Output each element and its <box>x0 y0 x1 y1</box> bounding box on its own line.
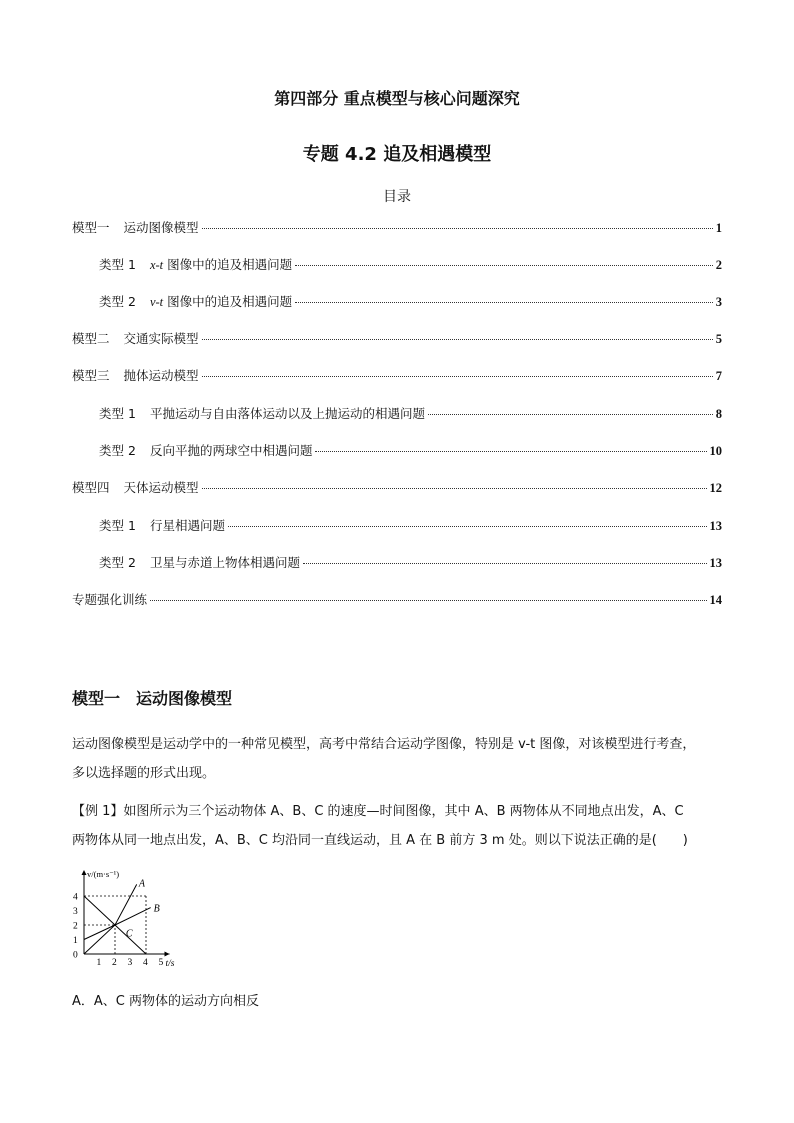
toc-item-title-prefix: x-t <box>149 258 164 272</box>
part-title: 第四部分 重点模型与核心问题深究 <box>274 89 520 108</box>
toc-item-label <box>72 366 199 384</box>
toc-page-number: 2 <box>715 258 722 272</box>
toc-page-number: 5 <box>715 332 722 346</box>
toc-leader-dots <box>303 563 707 564</box>
toc-page-number: 3 <box>715 295 722 309</box>
toc-page-number: 7 <box>715 369 722 383</box>
toc-item-label <box>99 255 292 273</box>
intro-paragraph <box>72 730 722 788</box>
toc-item[interactable] <box>99 255 722 273</box>
toc-item-title: 专题强化训练 <box>72 592 148 607</box>
y-tick-label: 1 <box>73 936 78 946</box>
section-heading <box>72 686 232 709</box>
example-line-1: 【例 1】如图所示为三个运动物体 A、B、C 的速度—时间图像，其中 A、B 两物体从不同地点出发，A、C <box>72 804 684 819</box>
topic-title: 专题 4.2 追及相遇模型 <box>302 144 492 165</box>
toc-leader-dots <box>202 376 713 377</box>
example-line-2: 两物体从同一地点出发，A、B、C 均沿同一直线运动，且 A 在 B 前方 3 m 处。则以下说法正确的是( ) <box>72 833 688 848</box>
intro-line-2: 多以选择题的形式出现。 <box>72 766 216 781</box>
toc-item-prefix: 类型 2 <box>99 443 136 458</box>
toc-leader-dots <box>295 265 713 266</box>
intro-line-1: 运动图像模型是运动学中的一种常见模型，高考中常结合运动学图像，特别是 v-t 图像，对该模型进行考查， <box>72 737 696 752</box>
series-line-b <box>84 908 151 940</box>
series-line-a <box>84 884 137 954</box>
toc-item-prefix: 模型二 <box>72 331 110 346</box>
toc-heading: 目录 <box>383 189 411 205</box>
series-label-a: A <box>138 878 146 890</box>
toc-item-title: 抛体运动模型 <box>123 368 199 383</box>
vt-chart-svg <box>70 866 200 974</box>
toc-item-title: 天体运动模型 <box>123 480 199 495</box>
toc-item-title: 行星相遇问题 <box>149 518 225 533</box>
y-axis-label: v/(m·s⁻¹) <box>87 869 120 879</box>
toc-item-label <box>99 404 425 422</box>
toc-item[interactable] <box>99 441 722 459</box>
series-label-c: C <box>125 928 133 940</box>
toc-item-title: 卫星与赤道上物体相遇问题 <box>149 555 300 570</box>
toc-item-title-prefix: v-t <box>149 295 164 309</box>
toc-item-title: 图像中的追及相遇问题 <box>163 257 293 272</box>
toc-item[interactable] <box>99 516 722 534</box>
toc-item-label <box>99 441 312 459</box>
toc-page-number: 14 <box>709 593 722 607</box>
toc-item-prefix: 模型三 <box>72 368 110 383</box>
section-prefix: 模型一 <box>72 689 121 708</box>
toc-leader-dots <box>428 414 713 415</box>
toc-item-label <box>72 590 147 608</box>
toc-item[interactable] <box>99 292 722 310</box>
toc-item-title: 运动图像模型 <box>123 220 199 235</box>
toc-item-title: 图像中的追及相遇问题 <box>163 294 293 309</box>
toc-leader-dots <box>202 228 713 229</box>
toc-item-prefix: 类型 1 <box>99 406 136 421</box>
toc-page-number: 1 <box>715 221 722 235</box>
x-axis-arrow <box>165 952 170 957</box>
series-label-b: B <box>153 903 160 915</box>
toc-item[interactable] <box>72 218 722 236</box>
x-tick-label: 2 <box>112 958 117 968</box>
toc-item-label <box>99 292 292 310</box>
toc-item-prefix: 类型 1 <box>99 257 136 272</box>
toc-item-label <box>72 218 199 236</box>
toc-item-prefix: 模型四 <box>72 480 110 495</box>
toc-item-title: 平抛运动与自由落体运动以及上抛运动的相遇问题 <box>149 406 425 421</box>
toc-page-number: 13 <box>709 556 722 570</box>
x-tick-label: 5 <box>158 958 164 968</box>
x-tick-label: 4 <box>143 958 148 968</box>
toc-page-number: 8 <box>715 407 722 421</box>
toc-page-number: 10 <box>709 444 722 458</box>
x-tick-label: 3 <box>127 958 133 968</box>
y-tick-label: 2 <box>73 921 78 932</box>
y-tick-label: 3 <box>73 907 78 917</box>
toc-item-prefix: 类型 2 <box>99 555 136 570</box>
toc-leader-dots <box>315 451 706 452</box>
example-paragraph <box>72 797 722 855</box>
x-tick-label: 1 <box>96 958 102 968</box>
toc-leader-dots <box>295 302 713 303</box>
option-a[interactable]: A．A、C 两物体的运动方向相反 <box>72 994 259 1009</box>
toc-item[interactable] <box>72 478 722 496</box>
toc-leader-dots <box>202 339 713 340</box>
toc-leader-dots <box>228 526 707 527</box>
toc-item-title: 反向平抛的两球空中相遇问题 <box>149 443 313 458</box>
toc-item-label <box>72 478 199 496</box>
y-axis-arrow <box>82 870 87 875</box>
toc-item[interactable] <box>72 590 722 608</box>
toc-item[interactable] <box>72 329 722 347</box>
toc-item-prefix: 模型一 <box>72 220 110 235</box>
toc-item-label <box>99 553 300 571</box>
toc-leader-dots <box>150 600 706 601</box>
toc-item[interactable] <box>72 366 722 384</box>
toc-item-label <box>99 516 225 534</box>
toc-page-number: 12 <box>709 481 722 495</box>
toc-leader-dots <box>202 488 707 489</box>
toc-page-number: 13 <box>709 519 722 533</box>
toc-item-prefix: 类型 2 <box>99 294 136 309</box>
y-tick-label: 0 <box>73 950 78 961</box>
y-tick-label: 4 <box>73 892 78 903</box>
velocity-time-chart <box>70 866 200 974</box>
toc-item-title: 交通实际模型 <box>123 331 199 346</box>
toc-item-prefix: 类型 1 <box>99 518 136 533</box>
toc-item[interactable] <box>99 553 722 571</box>
toc-item-label <box>72 329 199 347</box>
toc-item[interactable] <box>99 404 722 422</box>
x-axis-label: t/s <box>165 959 175 969</box>
section-title: 运动图像模型 <box>136 689 233 708</box>
